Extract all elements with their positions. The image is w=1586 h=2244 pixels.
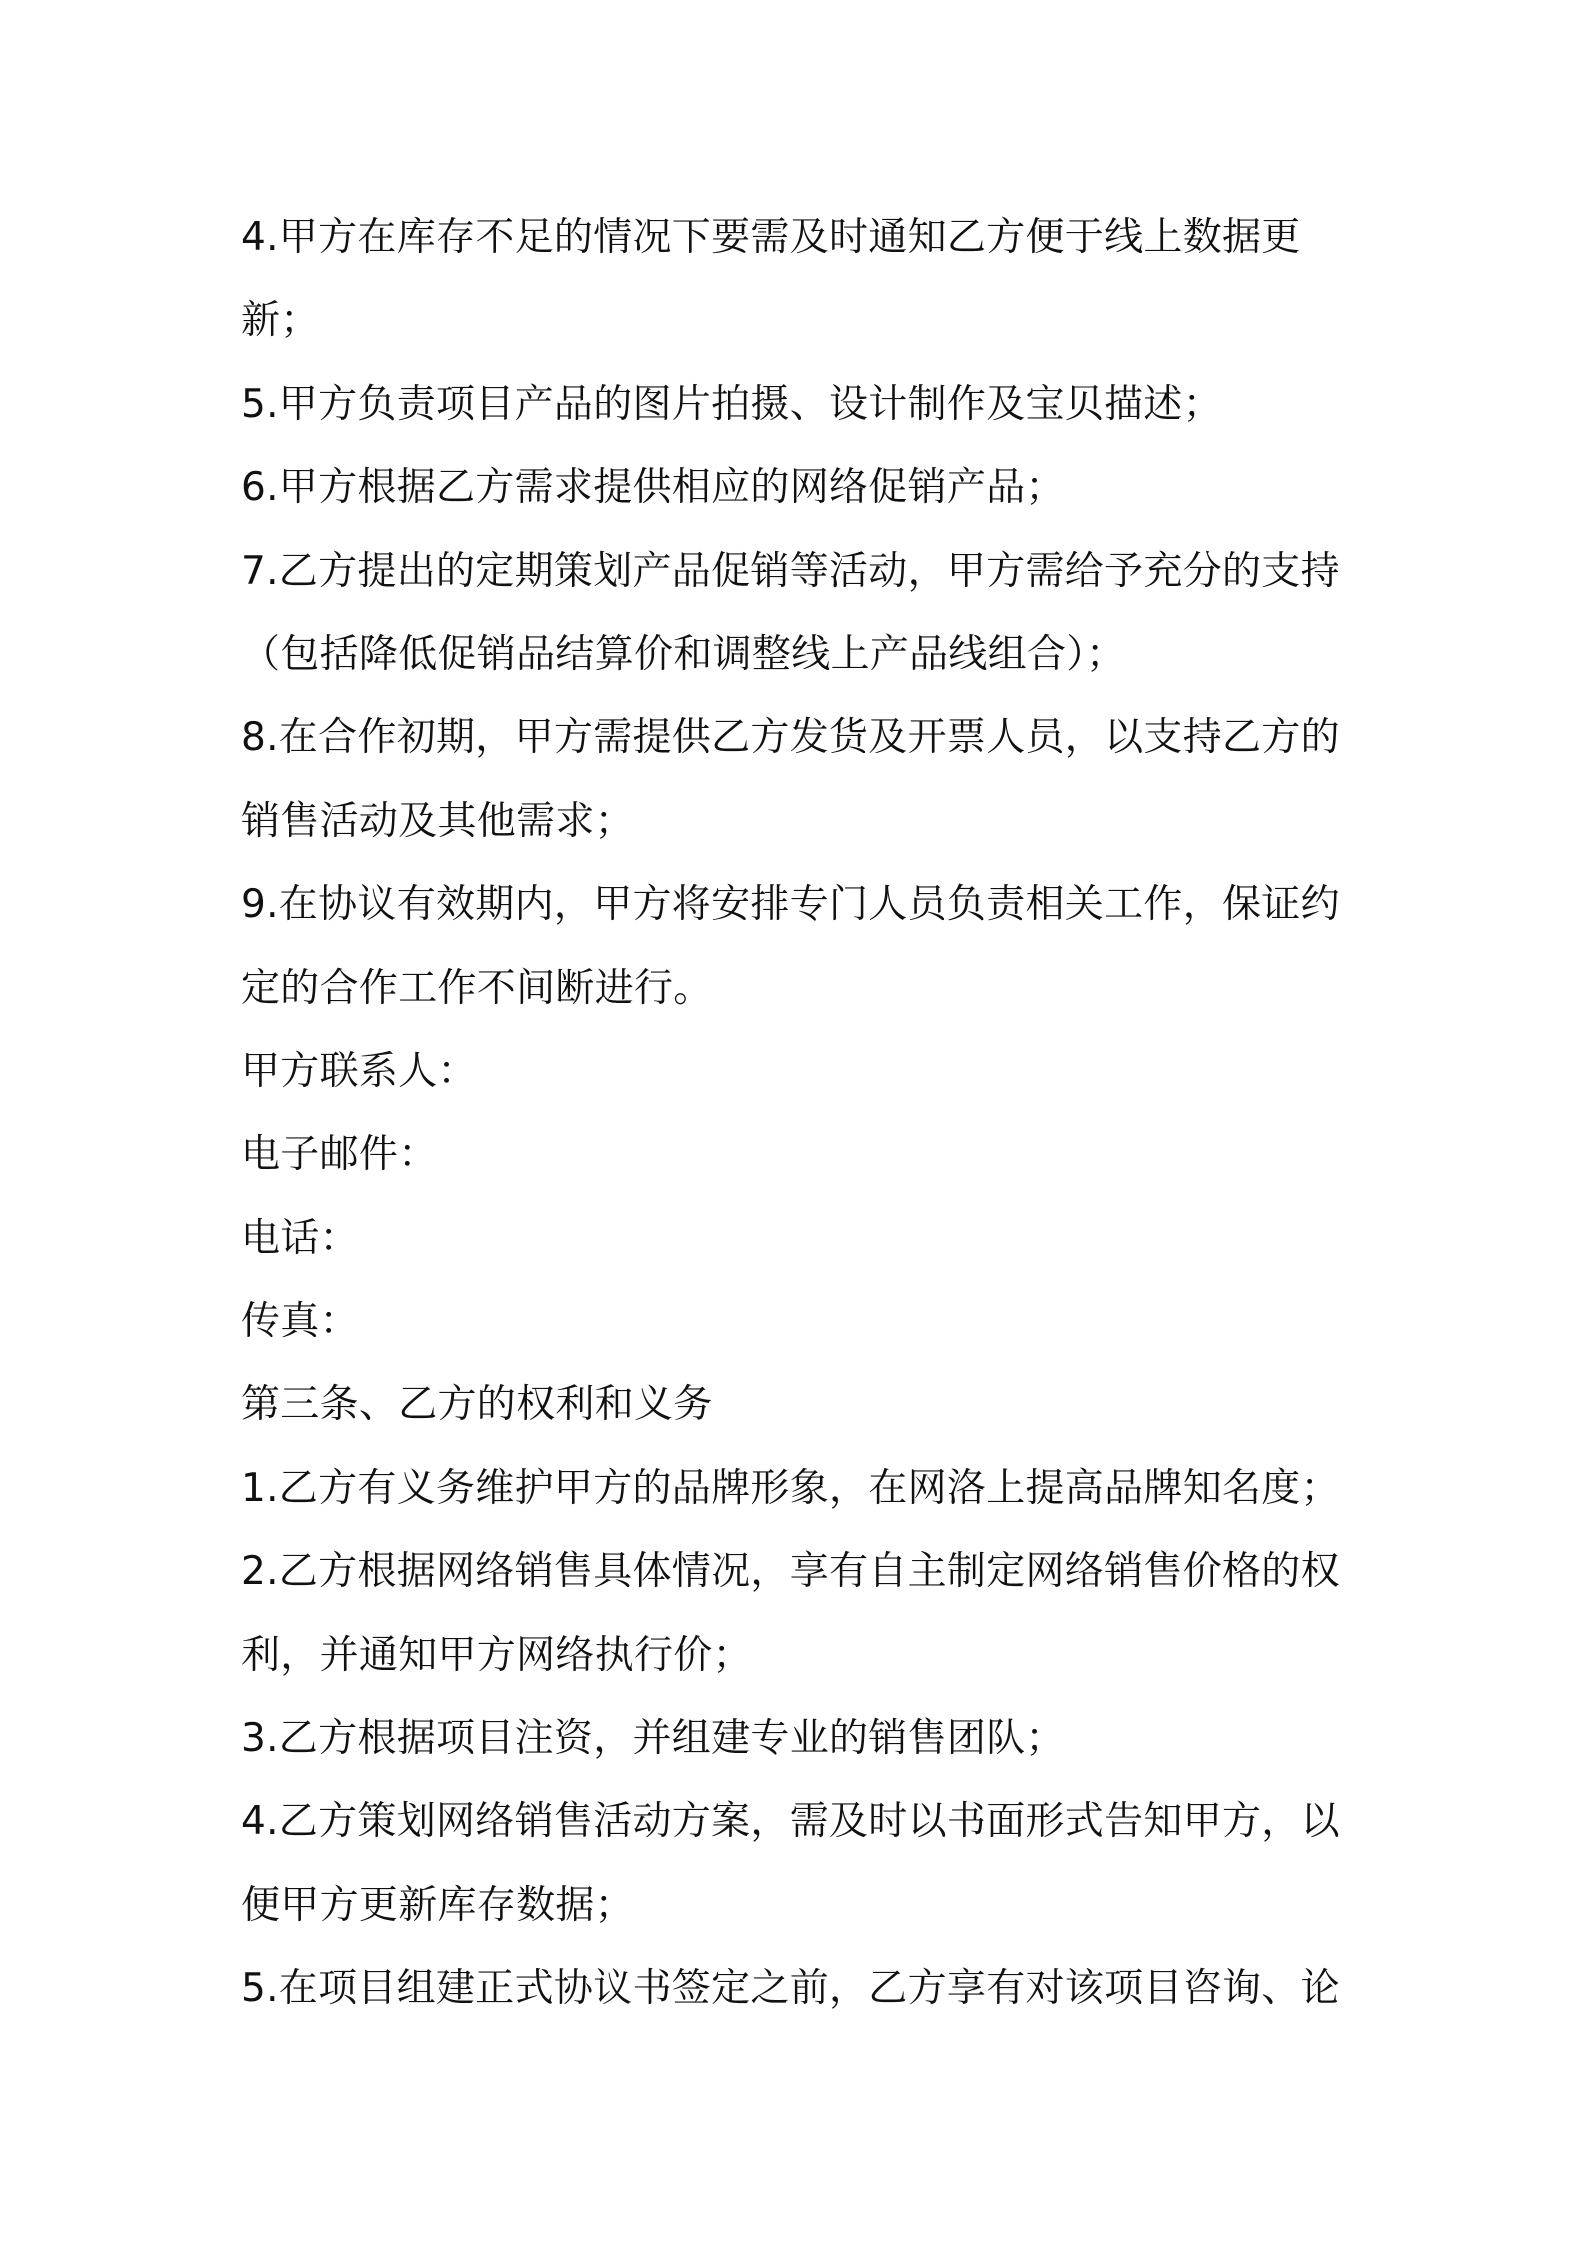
clause-b1-line: 1.乙方有义务维护甲方的品牌形象，在网洛上提高品牌知名度；: [241, 1465, 1340, 1511]
clause-a8-line-2: 销售活动及其他需求；: [241, 798, 635, 844]
clause-b4-line-2: 便甲方更新库存数据；: [241, 1882, 635, 1928]
article-3-heading: 第三条、乙方的权利和义务: [241, 1382, 713, 1428]
clause-a8-line-1: 8.在合作初期，甲方需提供乙方发货及开票人员，以支持乙方的: [241, 715, 1340, 761]
clause-a4-line-1: 4.甲方在库存不足的情况下要需及时通知乙方便于线上数据更: [241, 215, 1301, 260]
clause-b3-line: 3.乙方根据项目注资，并组建专业的销售团队；: [241, 1716, 1065, 1762]
email-label: 电子邮件：: [241, 1132, 438, 1178]
fax-label: 传真：: [241, 1299, 359, 1345]
clause-b2-line-2: 利，并通知甲方网络执行价；: [241, 1632, 752, 1678]
clause-b2-line-1: 2.乙方根据网络销售具体情况，享有自主制定网络销售价格的权: [241, 1549, 1340, 1595]
clause-a7-line-1: 7.乙方提出的定期策划产品促销等活动，甲方需给予充分的支持: [241, 548, 1340, 594]
clause-a9-line-1: 9.在协议有效期内，甲方将安排专门人员负责相关工作，保证约: [241, 882, 1340, 928]
contract-text: [241, 196, 1361, 2031]
clause-a6-line: 6.甲方根据乙方需求提供相应的网络促销产品；: [241, 465, 1065, 511]
clause-a5-line: 5.甲方负责项目产品的图片拍摄、设计制作及宝贝描述；: [241, 381, 1223, 427]
clause-a7-line-2: （包括降低促销品结算价和调整线上产品线组合）；: [241, 631, 1126, 677]
party-a-contact-label: 甲方联系人：: [241, 1048, 477, 1094]
clause-b5-line-1: 5.在项目组建正式协议书签定之前，乙方享有对该项目咨询、论: [241, 1966, 1340, 2012]
clause-a9-line-2: 定的合作工作不间断进行。: [241, 965, 713, 1011]
clause-a4-line-2: 新；: [241, 298, 320, 344]
phone-label: 电话：: [241, 1215, 359, 1261]
clause-b4-line-1: 4.乙方策划网络销售活动方案，需及时以书面形式告知甲方，以: [241, 1799, 1340, 1845]
